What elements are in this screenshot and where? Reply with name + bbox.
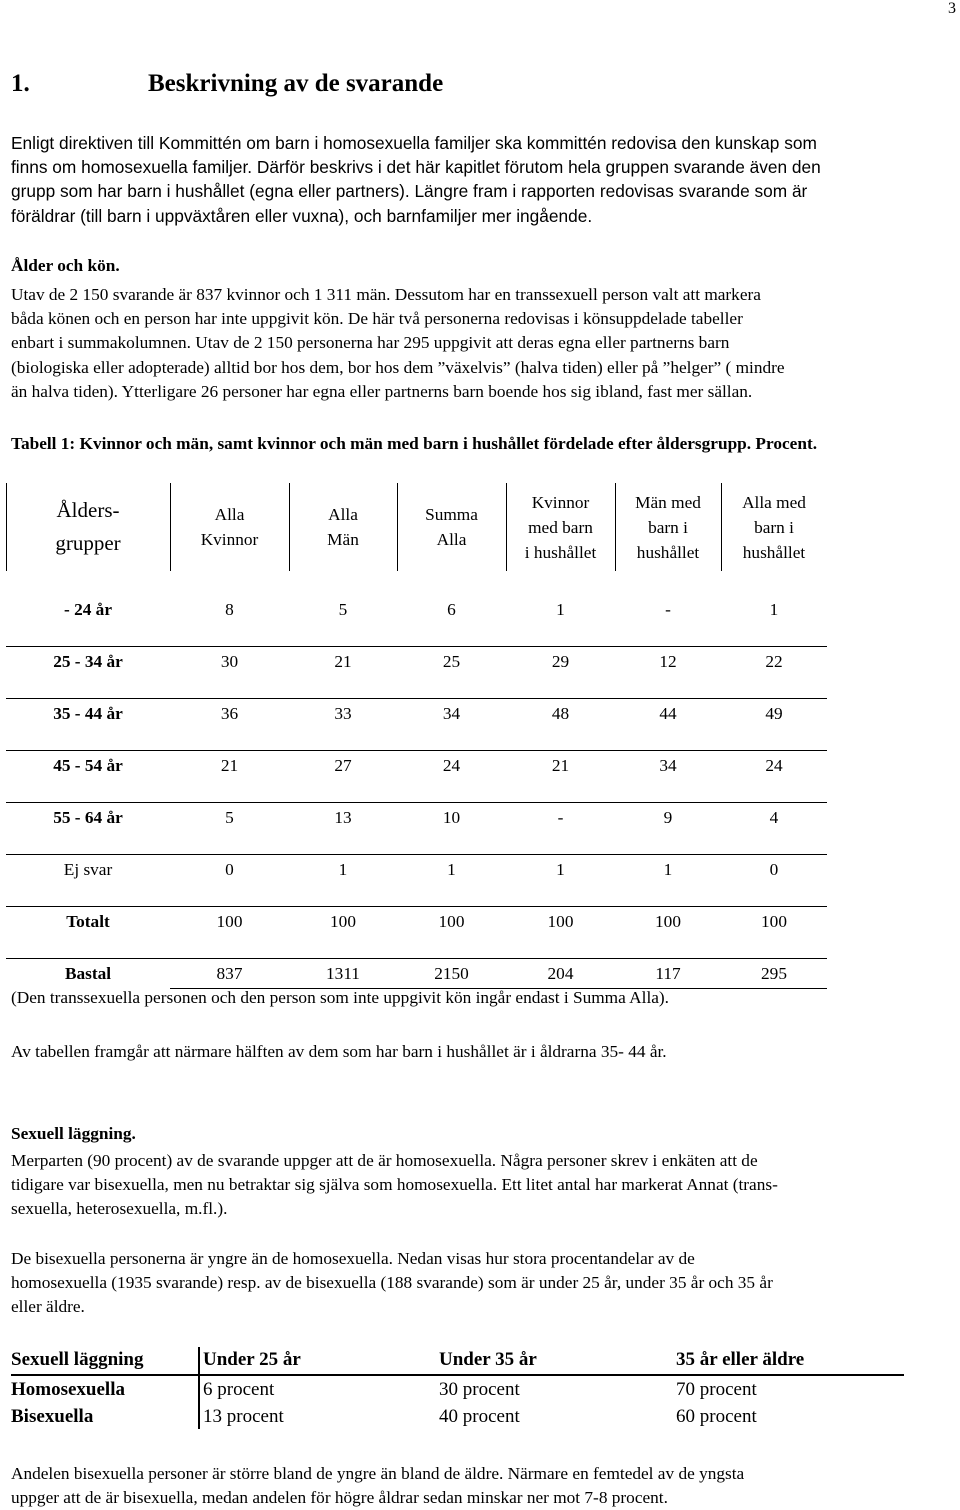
- table-cell: 1: [338, 860, 348, 879]
- section-number: 1.: [11, 70, 30, 97]
- table-cell: 1: [769, 600, 779, 619]
- table-cell: 100: [330, 912, 356, 931]
- text-line: uppger att de är bisexuella, medan andelen för högre åldrar sedan minskar ner mot 7-8 procent.: [11, 1488, 668, 1508]
- table-header-cell: [506, 483, 615, 571]
- table-header-cell: Sexuell läggning: [11, 1349, 144, 1370]
- row-divider: [6, 750, 827, 751]
- table-cell: 21: [551, 756, 570, 775]
- age-gender-paragraph: [11, 283, 785, 404]
- row-label: 55 - 64 år: [53, 808, 123, 827]
- table-cell: 21: [220, 756, 239, 775]
- table-cell: 837: [216, 964, 243, 983]
- table-divider: [198, 1347, 200, 1429]
- table-header-cell: [170, 483, 289, 571]
- table-cell: 6: [447, 600, 456, 619]
- text-line: Merparten (90 procent) av de svarande uppger att de är homosexuella. Några personer skrev i enkäten att de: [11, 1151, 758, 1170]
- header-text-line: Alla: [328, 505, 358, 524]
- table-cell: 100: [761, 912, 787, 931]
- table-cell: 70 procent: [676, 1379, 757, 1400]
- table-cell: 22: [765, 652, 783, 671]
- row-label: Totalt: [66, 912, 110, 931]
- text-line: tidigare var bisexuella, men nu betraktar sig själva som homosexuella. Ett litet antal har markerat Annat (trans-: [11, 1175, 778, 1195]
- text-line: finns om homosexuella familjer. Därför beskrivs i det här kapitlet förutom hela gruppen svarande även den: [11, 157, 821, 178]
- table-cell: 0: [225, 860, 234, 879]
- text-line: Enligt direktiven till Kommittén om barn i homosexuella familjer ska kommittén redovisa den kunskap som: [11, 133, 817, 153]
- table-cell: 34: [659, 756, 677, 775]
- header-text-line: grupper: [55, 531, 121, 555]
- table-header-rule: [11, 1374, 904, 1376]
- table-cell: 12: [659, 652, 677, 671]
- table-cell: 295: [761, 964, 787, 983]
- table-header-cell: [397, 483, 506, 571]
- text-line: båda könen och en person har inte uppgivit kön. De här två personerna redovisas i könsuppdelade tabeller: [11, 309, 743, 329]
- table-row-label: Bisexuella: [11, 1406, 94, 1427]
- table-cell: 8: [225, 600, 234, 619]
- orientation-paragraph: [11, 1149, 778, 1222]
- header-text-line: barn i: [754, 517, 794, 537]
- header-text-line: barn i: [648, 517, 688, 537]
- table-row-label: Homosexuella: [11, 1379, 125, 1400]
- table-cell: 13 procent: [203, 1406, 284, 1427]
- table-header-cell: [6, 483, 170, 571]
- text-line: Andelen bisexuella personer är större bland de yngre än bland de äldre. Närmare en femtedel av de yngsta: [11, 1464, 745, 1483]
- orientation-table: [11, 1347, 904, 1432]
- text-line: (biologiska eller adopterade) alltid bor hos dem, bor hos dem ”växelvis” (halva tiden) eller på ”helger” ( mindre: [11, 357, 785, 377]
- row-divider: [6, 802, 827, 803]
- row-divider: [6, 646, 827, 647]
- table-row: [6, 961, 827, 987]
- row-label: - 24 år: [64, 600, 112, 619]
- header-text-line: Kvinnor: [531, 492, 590, 512]
- row-label: 45 - 54 år: [53, 756, 123, 775]
- header-text-line: Ålders-: [56, 498, 120, 522]
- table-cell: 5: [225, 808, 234, 827]
- table-cell: 6 procent: [203, 1379, 275, 1400]
- text-line: föräldrar (till barn i uppväxtåren eller vuxna), och barnfamiljer mer ingående.: [11, 205, 593, 226]
- table-row: [6, 701, 827, 727]
- header-text-line: Alla: [214, 505, 245, 524]
- table-cell: 1311: [326, 964, 360, 983]
- table-cell: 5: [338, 600, 348, 619]
- table-cell: 100: [655, 912, 681, 931]
- header-text-line: Summa: [425, 505, 478, 524]
- text-line: Utav de 2 150 svarande är 837 kvinnor och 1 311 män. Dessutom har en transsexuell person valt att markera: [11, 285, 761, 304]
- table-cell: 100: [547, 912, 574, 931]
- table1-note: (Den transsexuella personen och den person som inte uppgivit kön ingår endast i Summa Alla).: [11, 988, 669, 1007]
- header-text-line: Alla med: [742, 492, 806, 512]
- table-header-cell: [615, 483, 721, 571]
- header-text-line: Män med: [635, 492, 701, 512]
- table-cell: 49: [765, 704, 783, 723]
- table-row: [6, 805, 827, 831]
- table-cell: 9: [663, 808, 673, 827]
- header-text-line: hushållet: [742, 542, 806, 562]
- table-cell: 1: [447, 860, 456, 879]
- table-cell: 100: [216, 912, 243, 931]
- table-cell: 24: [442, 756, 461, 775]
- table-cell: 1: [556, 860, 565, 879]
- table-cell: 204: [547, 964, 574, 983]
- row-divider: [6, 906, 827, 907]
- table-cell: 30 procent: [439, 1379, 520, 1400]
- table-row: [6, 597, 827, 623]
- header-text-line: Kvinnor: [200, 530, 259, 549]
- table-cell: 33: [334, 704, 352, 723]
- table-cell: -: [557, 808, 564, 827]
- section-title: Beskrivning av de svarande: [148, 70, 444, 97]
- table-header-cell: [721, 483, 827, 571]
- table-cell: 1: [663, 860, 673, 879]
- table-cell: 48: [551, 704, 570, 723]
- table-cell: -: [665, 600, 671, 619]
- table-cell: 34: [442, 704, 461, 723]
- table-cell: 44: [659, 704, 677, 723]
- table-cell: 36: [220, 704, 239, 723]
- table-cell: 40 procent: [439, 1406, 520, 1427]
- text-line: enbart i summakolumnen. Utav de 2 150 personerna har 295 uppgivit att deras egna eller partnerns barn: [11, 333, 730, 353]
- table-header-cell: [289, 483, 397, 571]
- text-line: homosexuella (1935 svarande) resp. av de bisexuella (188 svarande) som är under 25 år, under 35 år och 35 år: [11, 1273, 773, 1293]
- table-cell: 4: [769, 808, 779, 827]
- row-label: 25 - 34 år: [53, 652, 123, 671]
- table-cell: 30: [220, 652, 239, 671]
- table1-caption: Tabell 1: Kvinnor och män, samt kvinnor och män med barn i hushållet fördelade efter åldersgrupp. Procent.: [11, 434, 818, 453]
- table-cell: 24: [765, 756, 783, 775]
- table-cell: 21: [334, 652, 352, 671]
- text-line: grupp som har barn i hushållet (egna eller partners). Längre fram i rapporten redovisas svarande som är: [11, 181, 808, 202]
- row-divider: [6, 854, 827, 855]
- header-text-line: i hushållet: [524, 542, 597, 562]
- table-header-cell: 35 år eller äldre: [676, 1349, 805, 1370]
- intro-paragraph: [11, 131, 821, 228]
- table-cell: 100: [438, 912, 465, 931]
- text-line: eller äldre.: [11, 1297, 85, 1317]
- table-cell: 117: [655, 964, 681, 983]
- table-cell: 25: [442, 652, 461, 671]
- bisexual-age-paragraph: [11, 1247, 773, 1320]
- table-cell: 60 procent: [676, 1406, 757, 1427]
- table-row: [6, 753, 827, 779]
- table-cell: 13: [334, 808, 352, 827]
- closing-paragraph: [11, 1462, 744, 1510]
- row-label: Bastal: [64, 964, 112, 983]
- table-cell: 1: [556, 600, 565, 619]
- row-label: Ej svar: [63, 860, 113, 879]
- table-header-cell: Under 25 år: [203, 1349, 301, 1370]
- row-label: 35 - 44 år: [53, 704, 123, 723]
- table-cell: 27: [334, 756, 352, 775]
- table-cell: 10: [442, 808, 461, 827]
- age-group-table: [6, 483, 827, 989]
- row-divider: [6, 958, 827, 959]
- table-row: [6, 909, 827, 935]
- text-line: än halva tiden). Ytterligare 26 personer har egna eller partnerns barn boende hos sig ibland, fast mer sällan.: [11, 381, 753, 401]
- table-cell: 29: [551, 652, 570, 671]
- age-gender-heading: Ålder och kön.: [11, 256, 120, 275]
- orientation-heading: Sexuell läggning.: [11, 1124, 136, 1143]
- table-row: [6, 857, 827, 883]
- text-line: De bisexuella personerna är yngre än de homosexuella. Nedan visas hur stora procentandelar av de: [11, 1249, 695, 1268]
- header-text-line: med barn: [528, 517, 593, 537]
- table-row: [6, 649, 827, 675]
- table1-summary: Av tabellen framgår att närmare hälften av dem som har barn i hushållet är i åldrarna 35- 44 år.: [11, 1042, 667, 1061]
- header-text-line: hushållet: [636, 542, 700, 562]
- table-cell: 0: [769, 860, 779, 879]
- table-cell: 2150: [434, 964, 469, 983]
- row-divider: [6, 698, 827, 699]
- page-number: 3: [948, 0, 956, 17]
- header-text-line: Män: [327, 530, 359, 549]
- text-line: sexuella, heterosexuella, m.fl.).: [11, 1199, 228, 1219]
- header-text-line: Alla: [436, 530, 467, 549]
- table-header-cell: Under 35 år: [439, 1349, 537, 1370]
